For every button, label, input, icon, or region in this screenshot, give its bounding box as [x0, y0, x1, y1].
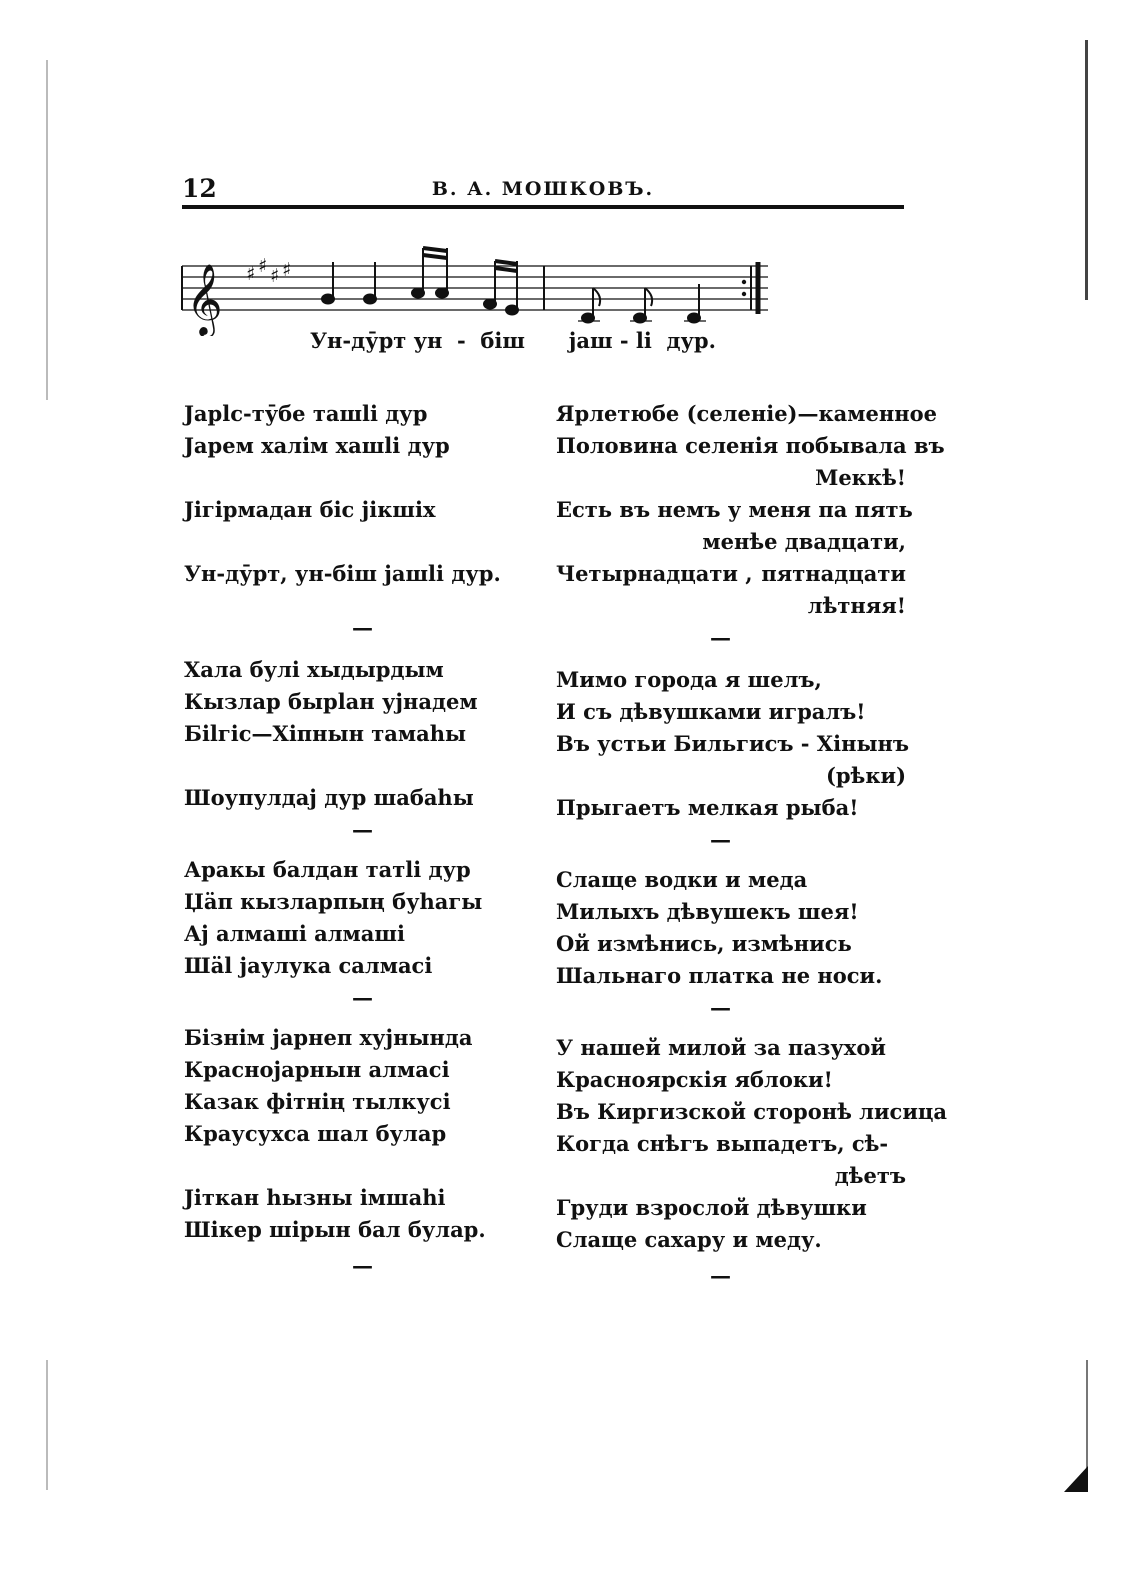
verse-line: Аракы балдан татlі дур: [184, 857, 471, 882]
verse-line: [556, 558, 916, 590]
stanza-separator: —: [710, 995, 731, 1020]
verse-line: И съ дѣвушками игралъ!: [556, 699, 866, 724]
verse-line: Ај алмашi алмашi: [184, 921, 405, 946]
verse-line-continuation: менѣе двадцати,: [702, 529, 906, 554]
verse-line-part: пятнадцати: [761, 561, 906, 586]
verse-line: Шäl јаулука салмасі: [184, 953, 433, 978]
verse-line-continuation: лѣтняя!: [807, 593, 906, 618]
page-edge-line: [1086, 1360, 1088, 1480]
verse-line: Мимо города я шелъ,: [556, 667, 822, 692]
music-lyrics: Ун-дӯрт ун - біш јаш - lі дур.: [310, 328, 716, 353]
verse-line: Бізнім јарнеп хујнында: [184, 1025, 473, 1050]
svg-text:♯: ♯: [246, 263, 256, 285]
verse-line: Красноярскія яблоки!: [556, 1067, 833, 1092]
verse-line: Прыгаетъ мелкая рыба!: [556, 795, 859, 820]
verse-line: Џäп кызларпың буһагы: [184, 889, 483, 914]
stanza-separator: —: [710, 1263, 731, 1288]
verse-line: Ой измѣнись, измѣнись: [556, 931, 852, 956]
verse-line: Казак фітнің тылкусі: [184, 1089, 451, 1114]
verse-line: Половина селенія побывала въ: [556, 433, 945, 458]
margin-mark: [46, 1360, 48, 1490]
margin-mark: [46, 60, 48, 400]
verse-line-continuation: (рѣки): [825, 763, 906, 788]
right-column: [556, 398, 948, 1292]
verse-line: Ун-дӯрт, ун-біш јашlі дур.: [184, 561, 501, 586]
verse-line: Шальнаго платка не носи.: [556, 963, 883, 988]
verse-line: Слаще сахару и меду.: [556, 1227, 822, 1252]
svg-text:♯: ♯: [270, 265, 280, 287]
verse-line-part: Четырнадцати ,: [556, 561, 753, 586]
verse-line: Јігірмадан біс јікшіх: [184, 497, 436, 522]
corner-fold-mark: [1064, 1466, 1088, 1492]
verse-line: Јарlс-тӯбе ташlі дур: [184, 401, 428, 426]
verse-line: Јіткан һызны імшаһі: [184, 1185, 446, 1210]
stanza-separator: —: [352, 1253, 373, 1278]
verse-line: У нашей милой за пазухой: [556, 1035, 886, 1060]
verse-line: Бilгіс—Хіпнын тамаһы: [184, 721, 467, 746]
verse-line: Когда снѣгъ выпадетъ, сѣ-: [556, 1131, 889, 1156]
verse-line: Јарем халім хашlі дур: [184, 433, 450, 458]
verse-line: Груди взрослой дѣвушки: [556, 1195, 867, 1220]
stanza-separator: —: [352, 817, 373, 842]
music-staff: [178, 236, 778, 336]
verse-line-continuation: дѣетъ: [834, 1163, 906, 1188]
verse-line: Краусухса шал булар: [184, 1121, 447, 1146]
stanza-separator: —: [710, 827, 731, 852]
verse-line: Въ устьи Бильгисъ - Хінынъ: [556, 731, 909, 756]
stanza-separator: —: [352, 985, 373, 1010]
header-rule: [182, 205, 904, 209]
page-number: 12: [182, 174, 217, 203]
page-edge-line: [1085, 40, 1088, 300]
svg-text:♯: ♯: [282, 259, 292, 281]
stanza-separator: —: [710, 625, 731, 650]
verse-line: Милыхъ дѣвушекъ шея!: [556, 899, 859, 924]
svg-text:♯: ♯: [258, 255, 268, 277]
verse-line: Слаще водки и меда: [556, 867, 808, 892]
verse-line-continuation: Меккѣ!: [815, 465, 906, 490]
left-column: [184, 398, 534, 1282]
verse-line: Хала булі хыдырдым: [184, 657, 444, 682]
verse-line: Краснојарнын алмасі: [184, 1057, 450, 1082]
verse-line: Ярлетюбе (селеніе)—каменное: [556, 401, 937, 426]
verse-line: Есть въ немъ у меня па пять: [556, 497, 913, 522]
stanza-separator: —: [352, 615, 373, 640]
verse-line: Кызлар бырlан ујнадем: [184, 689, 478, 714]
verse-line: Шоупулдај дур шабаһы: [184, 785, 474, 810]
running-title: В. А. МОШКОВЪ.: [431, 178, 655, 200]
treble-clef-icon: 𝄞: [186, 262, 223, 335]
verse-line: Въ Киргизской сторонѣ лисица: [556, 1099, 948, 1124]
verse-line: Шікер шірын бал булар.: [184, 1217, 486, 1242]
